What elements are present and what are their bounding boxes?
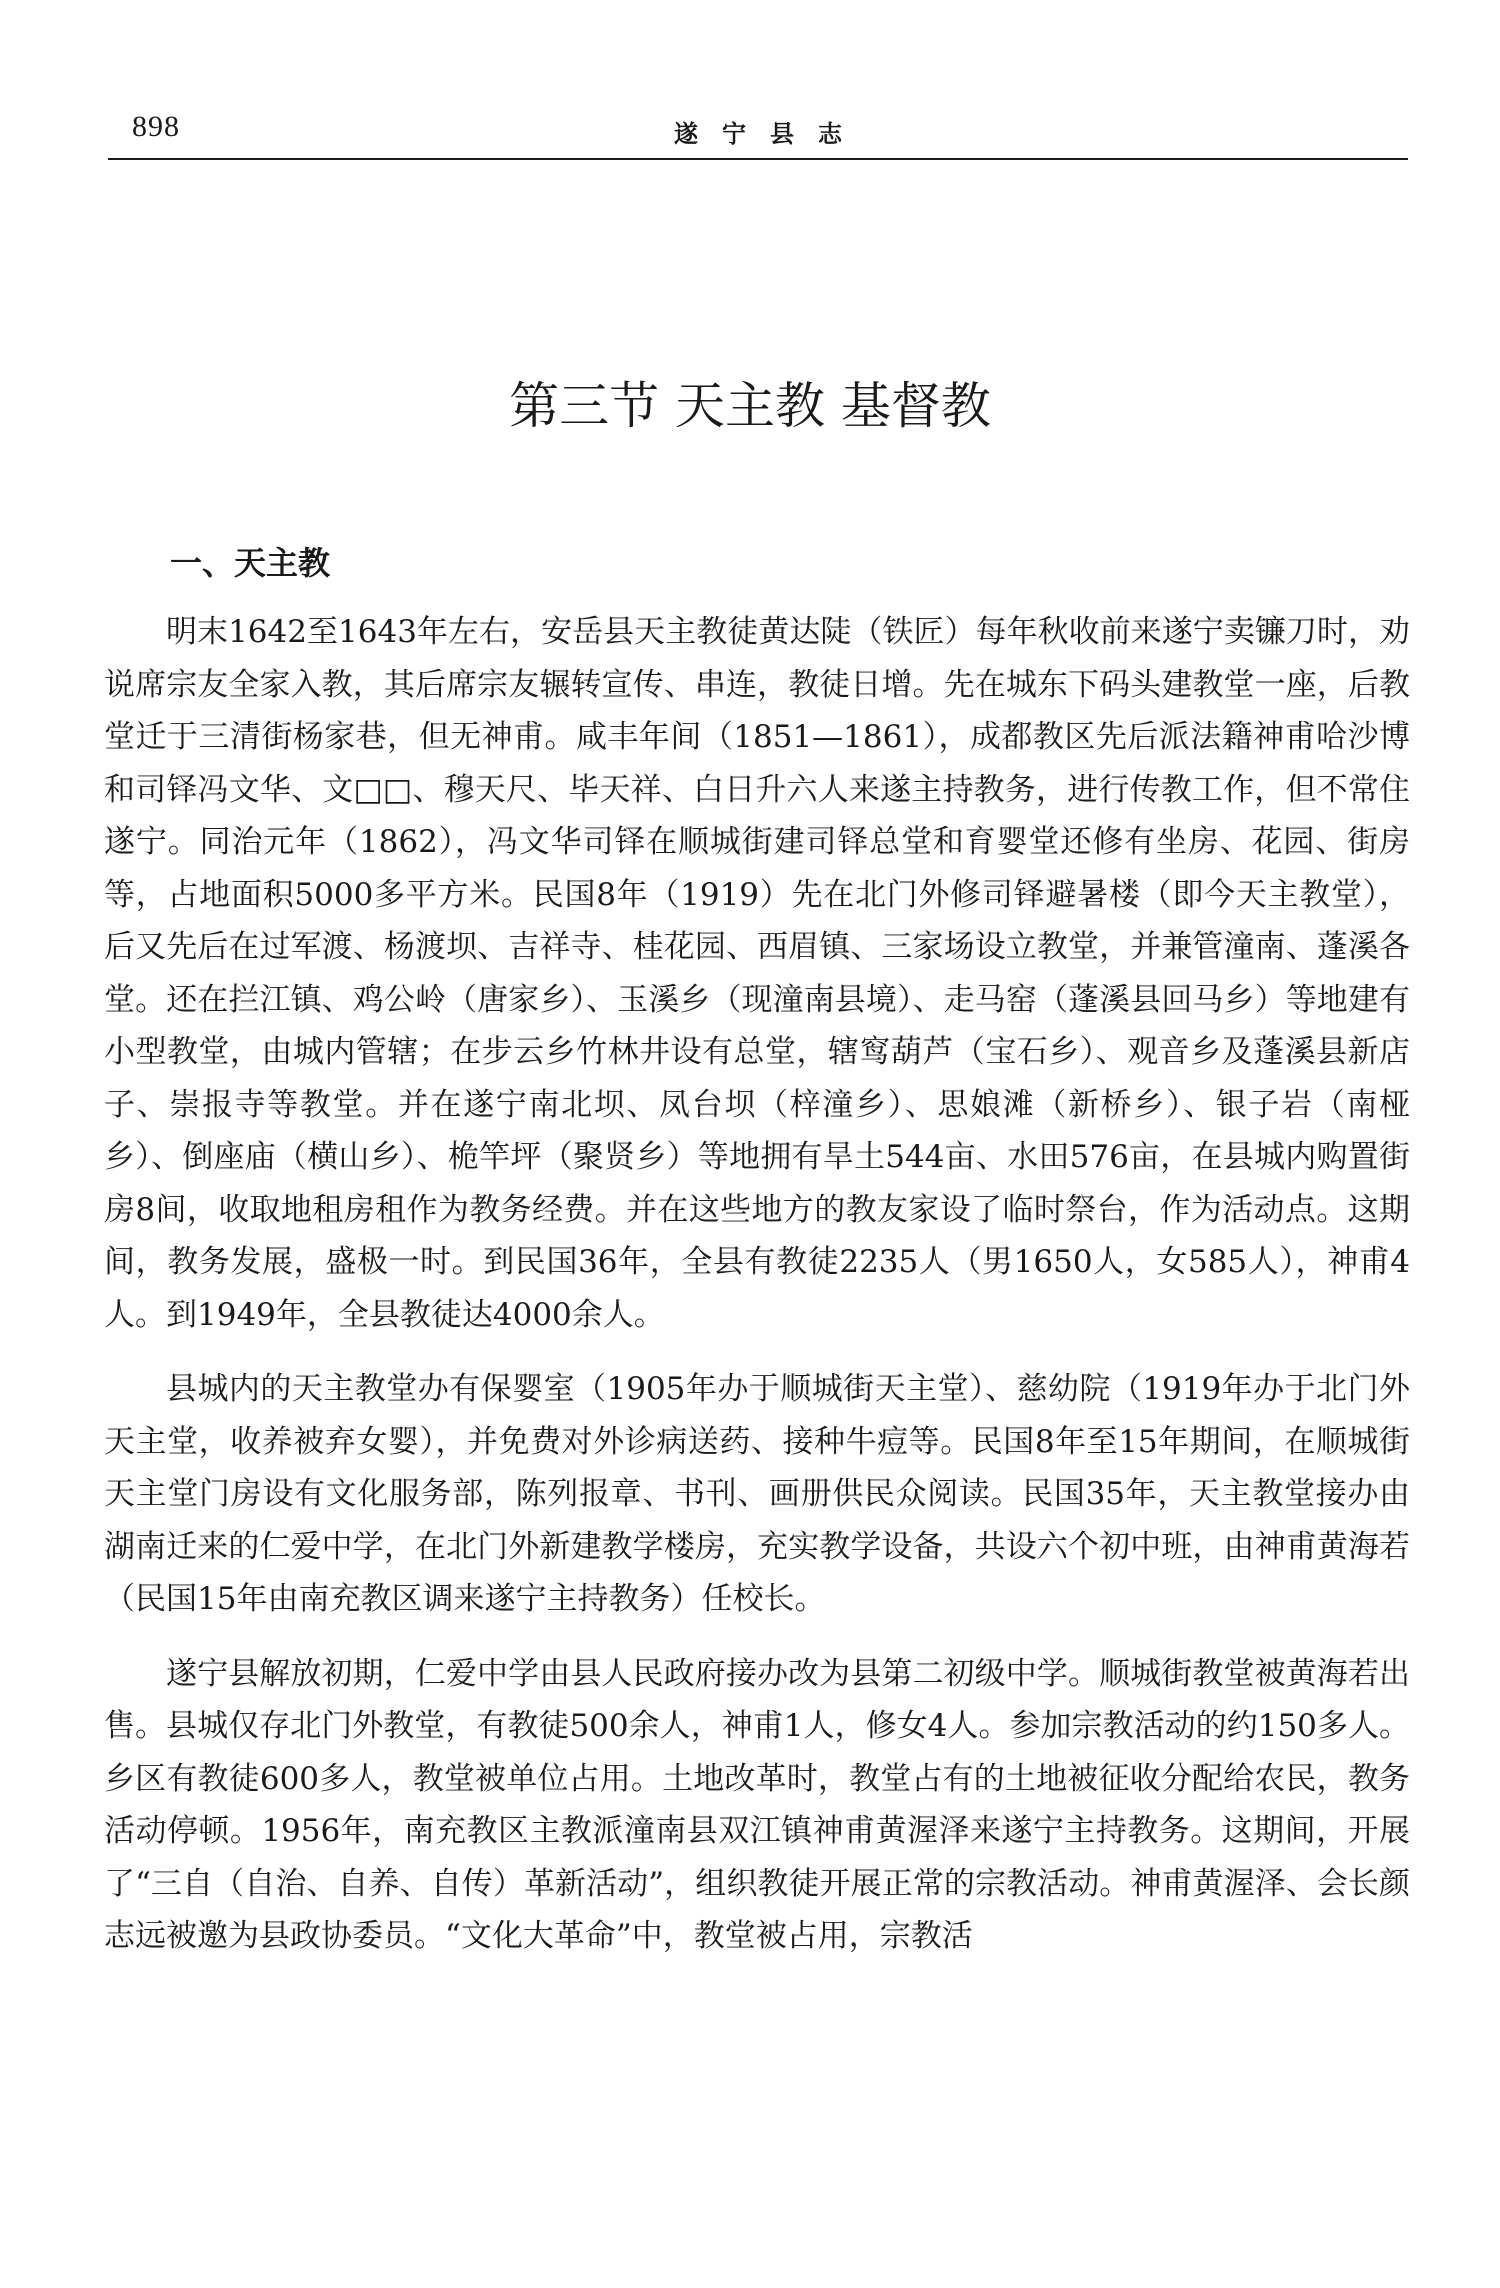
body-text (104, 606, 1410, 1963)
paragraph: 遂宁县解放初期，仁爱中学由县人民政府接办改为县第二初级中学。顺城街教堂被黄海若出售。县城仅存北门外教堂，有教徒500余人，神甫1人，修女4人。参加宗教活动的约150多人。乡区有教徒600多人，教堂被单位占用。土地改革时，教堂占有的土地被征收分配给农民，教务活动停顿。1956年，南充教区主教派潼南县双江镇神甫黄渥泽来遂宁主持教务。这期间，开展了“三自（自治、自养、自传）革新活动”，组织教徒开展正常的宗教活动。神甫黄渥泽、会长颜志远被邀为县政协委员。“文化大革命”中，教堂被占用，宗教活 (104, 1655, 1410, 1954)
page-header (108, 104, 1408, 160)
page-number: 898 (132, 110, 180, 143)
running-title: 遂宁县志 (674, 120, 866, 148)
section-title: 第三节 天主教 基督教 (509, 377, 991, 435)
subsection-title: 一、天主教 (170, 544, 331, 582)
paragraph: 县城内的天主教堂办有保婴室（1905年办于顺城街天主堂）、慈幼院（1919年办于北门外天主堂，收养被弃女婴），并免费对外诊病送药、接种牛痘等。民国8年至15年期间，在顺城街天主堂门房设有文化服务部，陈列报章、书刊、画册供民众阅读。民国35年，天主教堂接办由湖南迁来的仁爱中学，在北门外新建教学楼房，充实教学设备，共设六个初中班，由神甫黄海若（民国15年由南充教区调来遂宁主持教务）任校长。 (104, 1371, 1410, 1617)
paragraph: 明末1642至1643年左右，安岳县天主教徒黄达陡（铁匠）每年秋收前来遂宁卖镰刀时，劝说席宗友全家入教，其后席宗友辗转宣传、串连，教徒日增。先在城东下码头建教堂一座，后教堂迁于三清街杨家巷，但无神甫。咸丰年间（1851—1861），成都教区先后派法籍神甫哈沙博和司铎冯文华、文□□、穆天尺、毕天祥、白日升六人来遂主持教务，进行传教工作，但不常住遂宁。同治元年（1862），冯文华司铎在顺城街建司铎总堂和育婴堂还修有坐房、花园、街房等，占地面积5000多平方米。民国8年（1919）先在北门外修司铎避暑楼（即今天主教堂），后又先后在过军渡、杨渡坝、吉祥寺、桂花园、西眉镇、三家场设立教堂，并兼管潼南、蓬溪各堂。还在拦江镇、鸡公岭（唐家乡）、玉溪乡（现潼南县境）、走马窑（蓬溪县回马乡）等地建有小型教堂，由城内管辖；在步云乡竹林井设有总堂，辖窎葫芦（宝石乡）、观音乡及蓬溪县新店子、崇报寺等教堂。并在遂宁南北坝、凤台坝（梓潼乡）、思娘滩（新桥乡）、银子岩（南桠乡）、倒座庙（横山乡）、桅竿坪（聚贤乡）等地拥有旱土544亩、水田576亩，在县城内购置街房8间，收取地租房租作为教务经费。并在这些地方的教友家设了临时祭台，作为活动点。这期间，教务发展，盛极一时。到民国36年，全县有教徒2235人（男1650人，女585人），神甫4人。到1949年，全县教徒达4000余人。 (104, 614, 1410, 1333)
